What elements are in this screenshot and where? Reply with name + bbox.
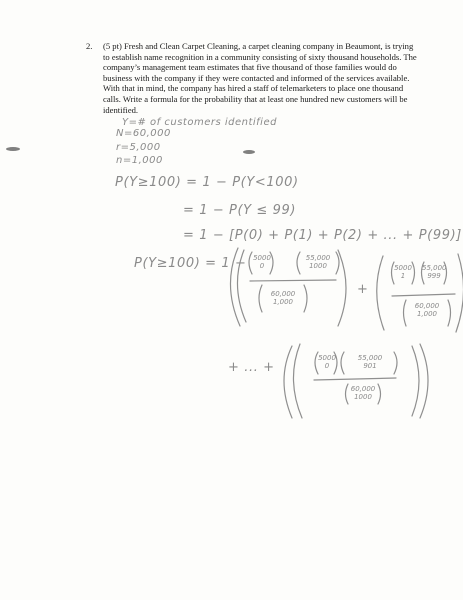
given-sample-size: n=1,000 — [116, 155, 163, 166]
derivation-line-1: P(Y≥100) = 1 − P(Y<100) — [115, 175, 299, 190]
plus-sign: + — [357, 282, 369, 297]
given-population: N=60,000 — [116, 128, 171, 139]
term3-bottom: 60,000 1000 — [350, 385, 376, 401]
term3-top-right: 55,000 901 — [357, 354, 383, 370]
term3-top-left: 5000 0 — [318, 354, 336, 370]
problem-number: 2. — [86, 41, 93, 51]
term1-top-left: 5000 0 — [253, 254, 271, 270]
derivation-line-3: = 1 − [P(0) + P(1) + P(2) + ... + P(99)] — [183, 228, 462, 243]
problem-text: (5 pt) Fresh and Clean Carpet Cleaning, a carpet cleaning company in Beaumont, is trying to establish name recognition in a community consisting of sixty thousand households. The company’s management team estimates that five thousand of those families would do business with the company if they were contacted and informed of the services available. With that in mind, the company has hired a staff of telemarketers to place one thousand calls. Write a formula for the probability that at least one hundred new customers will be identified. — [103, 41, 417, 115]
ellipsis-continuation: + ... + — [228, 360, 275, 375]
formula-lhs: P(Y≥100) = 1 − — [134, 256, 247, 271]
term1-bottom: 60,000 1,000 — [270, 290, 296, 306]
term2-top-right: 55,000 999 — [422, 264, 447, 280]
given-successes: r=5,000 — [116, 142, 161, 153]
term1-top-right: 55,000 1000 — [305, 254, 331, 270]
term2-bottom: 60,000 1,000 — [414, 302, 440, 318]
derivation-line-2: = 1 − P(Y ≤ 99) — [183, 203, 297, 218]
given-definition: Y=# of customers identified — [122, 117, 277, 128]
term2-top-left: 5000 1 — [394, 264, 412, 280]
